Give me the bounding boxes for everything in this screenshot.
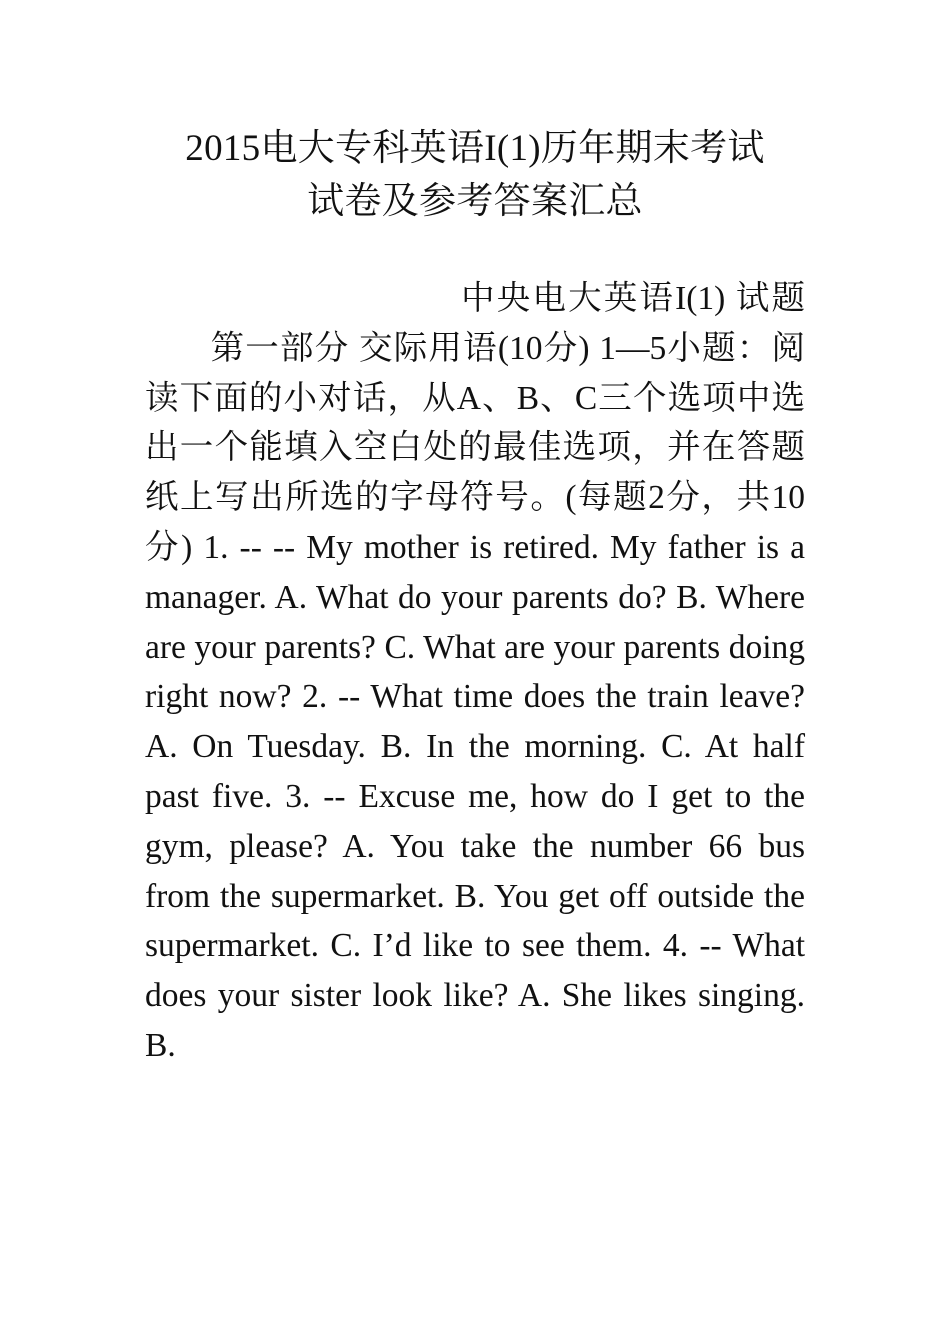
question-prompt: -- What time does the train leave? bbox=[337, 678, 806, 716]
question-number: 1. bbox=[203, 528, 229, 566]
option-a: A. You take the number 66 bus from the supermarket. bbox=[145, 827, 805, 915]
instructions: 1—5小题：阅读下面的小对话，从A、B、C三个选项中选出一个能填入空白处的最佳选项，并在答题纸上写出所选的字母符号。(每题2分，共10分) bbox=[145, 329, 806, 566]
option-c: C. I’d like to see them. bbox=[330, 927, 652, 965]
option-b: B. You get off outside the supermarket. bbox=[145, 877, 805, 965]
section-heading: 第一部分 交际用语(10分) bbox=[210, 329, 590, 367]
option-a: A. On Tuesday. bbox=[145, 728, 366, 766]
question-number: 3. bbox=[285, 777, 311, 815]
title-line-1: 2015电大专科英语I(1)历年期末考试 bbox=[185, 128, 765, 169]
option-b: B. bbox=[145, 1026, 176, 1064]
question-prompt: -- -- My mother is retired. My father is a manager. bbox=[145, 528, 805, 616]
option-b: B. In the morning. bbox=[380, 728, 647, 766]
option-a: A. She likes singing. bbox=[517, 977, 805, 1015]
document-title bbox=[140, 122, 810, 228]
option-a: A. What do your parents do? bbox=[274, 578, 667, 616]
title-line-2: 试卷及参考答案汇总 bbox=[307, 181, 643, 222]
question-prompt: -- Excuse me, how do I get to the gym, please? bbox=[145, 777, 806, 865]
option-b: B. Where are your parents? bbox=[145, 578, 805, 666]
exam-heading: 中央电大英语I(1) 试题 bbox=[459, 280, 805, 317]
question-prompt: -- What does your sister look like? bbox=[145, 927, 806, 1015]
option-c: C. What are your parents doing right now? bbox=[145, 628, 806, 716]
question-number: 4. bbox=[662, 927, 688, 965]
question-number: 2. bbox=[302, 678, 328, 716]
document-body bbox=[145, 274, 805, 1071]
option-c: C. At half past five. bbox=[145, 728, 806, 815]
